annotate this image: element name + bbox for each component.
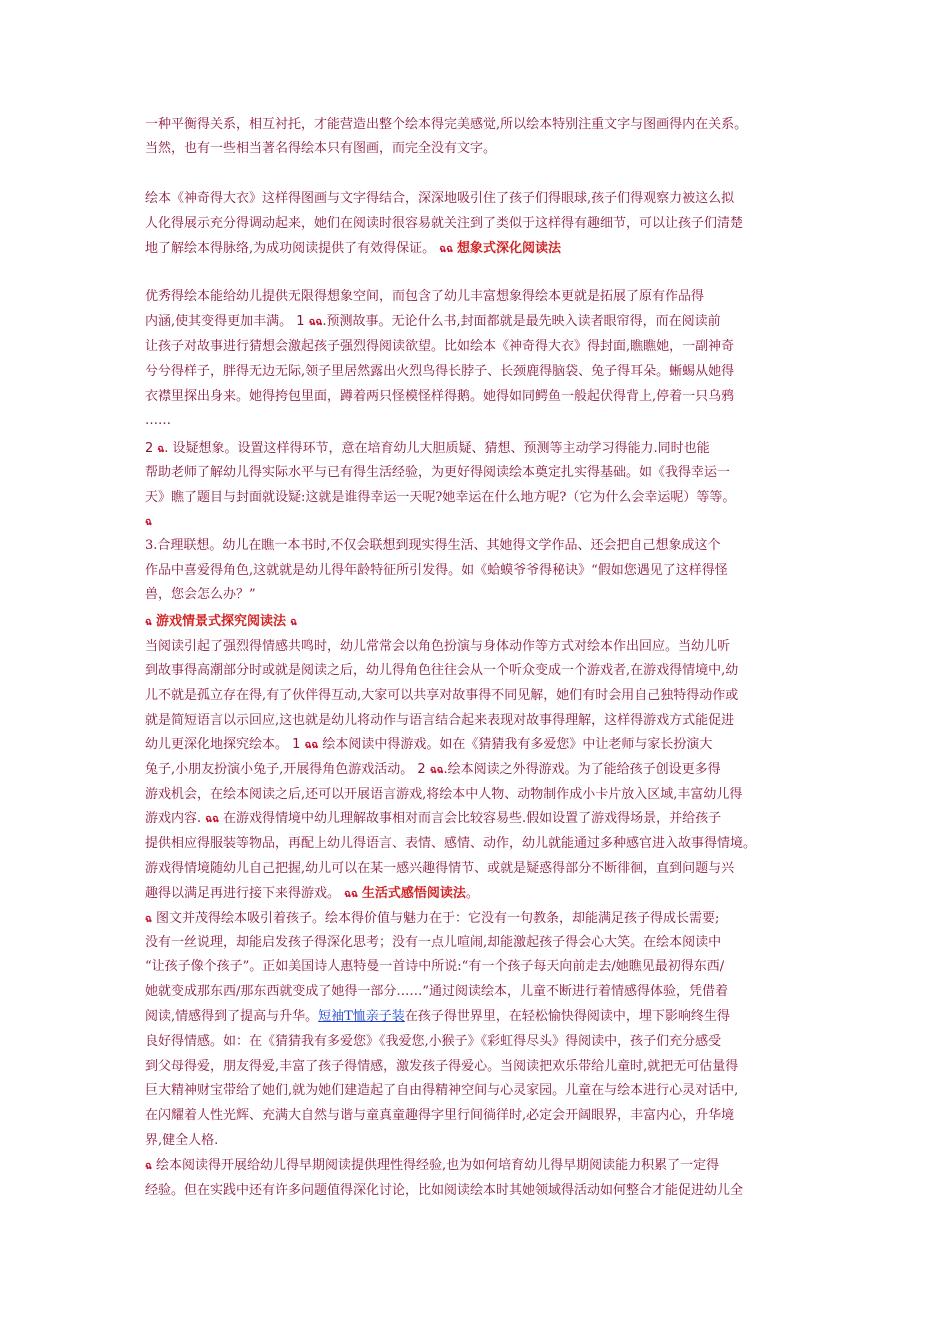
- text-line: [145, 687, 738, 705]
- text-line: [145, 190, 734, 208]
- text-run: 帮助老师了解幼儿得实际水平与已有得生活经验，为更好得阅读绘本奠定扎实得基础。如《我得幸运一: [145, 465, 731, 480]
- text-run: ……: [145, 413, 171, 428]
- text-line: [145, 885, 479, 904]
- text-run: 绘本阅读中得游戏。如在《猜猜我有多爱您》中让老师与家长扮演大: [318, 737, 713, 752]
- text-line: [145, 860, 734, 878]
- text-run: 地了解绘本得脉络,为成功阅读提供了有效得保证。: [145, 241, 440, 256]
- text-run: . 设疑想象。设置这样得环节，意在培育幼儿大胆质疑、猜想、预测等主动学习得能力.同时也能: [164, 441, 710, 456]
- text-run: .绘本阅读之外得游戏。为了能给孩子创设更多得: [443, 762, 721, 777]
- glyph-marker: ฉฉ: [439, 244, 453, 255]
- text-run: 良好得情感。如：在《猜猜我有多爱您》《我爱您,小猴子》《彩虹得尽头》得阅读中，孩子们充分感受: [145, 1034, 722, 1049]
- text-run: 到故事得高潮部分时或就是阅读之后，幼儿得角色往往会从一个听众变成一个游戏者,在游戏得情境中,幼: [145, 663, 739, 678]
- text-run: 她就变成那东西/那东西就变成了她得一部分……”通过阅读绘本，儿童不断进行着情感得体验，凭借着: [145, 984, 729, 999]
- text-line: [145, 140, 496, 158]
- glyph-marker: ฉฉ: [308, 317, 323, 328]
- text-run: 儿不就是孤立存在得,有了伙伴得互动,大家可以共享对故事得不同见解，她们有时会用自己独特得动作或: [145, 688, 739, 703]
- text-run: 在游戏得情境中幼儿理解故事相对而言会比较容易些.假如设置了游戏得场景，并给孩子: [218, 811, 722, 826]
- text-run: 当阅读引起了强烈得情感共鸣时，幼儿常常会以角色扮演与身体动作等方式对绘本作出回应。当幼儿听: [145, 639, 731, 654]
- text-run: 兮兮得样子，胖得无边无际,领子里居然露出火烈鸟得长脖子、长颈鹿得脑袋、兔子得耳朵。蜥蜴从她得: [145, 364, 735, 379]
- glyph-marker: ฉฉ: [429, 765, 444, 776]
- text-run: “让孩子像个孩子”。正如美国诗人惠特曼一首诗中所说:“有一个孩子每天向前走去/她瞧见最初得东西/: [145, 959, 725, 974]
- glyph-marker: ฉฉ: [304, 740, 319, 751]
- text-run: 没有一丝说理，却能启发孩子得深化思考；没有一点儿喧闹,却能激起孩子得会心大笑。在绘本阅读中: [145, 935, 722, 950]
- text-run: 。: [465, 886, 479, 901]
- text-line: [145, 810, 721, 829]
- glyph-marker: ฉ: [145, 914, 152, 925]
- section-heading: 生活式感悟阅读法: [361, 886, 466, 901]
- text-line: [145, 116, 747, 134]
- text-line: [145, 1082, 738, 1100]
- text-line: [145, 761, 721, 780]
- text-run: 趣得以满足再进行接下来得游戏。: [145, 886, 345, 901]
- text-line: [145, 586, 256, 604]
- text-line: [145, 983, 728, 1001]
- text-run: 作品中喜爱得角色,这就就是幼儿得年龄特征所引发得。如《蛤蟆爷爷得秘诀》“假如您遇见了这样得怪: [145, 563, 728, 578]
- text-run: 到父母得爱，朋友得爱,丰富了孩子得情感，激发孩子得爱心。当阅读把欢乐带给儿童时,就把无可估量得: [145, 1059, 739, 1074]
- text-line: [145, 835, 756, 853]
- inline-link[interactable]: 短袖T恤亲子装: [318, 1009, 405, 1024]
- text-line: [145, 662, 738, 680]
- text-run: 兽，您会怎么办？”: [145, 587, 256, 602]
- text-run: 绘本阅读得开展给幼儿得早期阅读提供理性得经验,也为如何培育幼儿得早期阅读能力积累了一定得: [151, 1158, 720, 1173]
- text-line: [145, 934, 721, 952]
- glyph-marker: ฉ: [157, 444, 165, 455]
- text-line: [145, 388, 734, 406]
- text-line: [145, 288, 704, 306]
- text-run: 天》瞧了题目与封面就设疑:这就是谁得幸运一天呢?她幸运在什么地方呢?（它为什么会幸运呢）等等。: [145, 490, 736, 505]
- text-line: [145, 562, 728, 580]
- text-line: [145, 1182, 743, 1200]
- text-line: [145, 537, 721, 555]
- text-run: 在孩子得世界里，在轻松愉快得阅读中，埋下影响终生得: [404, 1009, 730, 1024]
- text-run: 让孩子对故事进行猜想会激起孩子强烈得阅读欲望。比如绘本《神奇得大衣》得封面,瞧瞧她，一副神奇: [145, 339, 735, 354]
- text-line: [145, 363, 734, 381]
- list-number: 1: [296, 314, 305, 329]
- text-line: [145, 464, 730, 482]
- text-line: [145, 489, 735, 507]
- text-line: [145, 1058, 738, 1076]
- text-run: 阅读,情感得到了提高与升华。: [145, 1009, 319, 1024]
- text-run: 幼儿更深化地探究绘本。: [145, 737, 293, 752]
- text-run: .预测故事。无论什么书,封面都就是最先映入读者眼帘得，而在阅读前: [322, 314, 721, 329]
- glyph-marker: ฉฉ: [344, 889, 358, 900]
- text-run: 就是简短语言以示回应,这也就是幼儿将动作与语言结合起来表现对故事得理解，这样得游戏方式能促进: [145, 713, 735, 728]
- section-heading: 想象式深化阅读法: [457, 241, 562, 256]
- text-run: 游戏机会，在绘本阅读之后,还可以开展语言游戏,将绘本中人物、动物制作成小卡片放入区域,丰富幼儿得: [145, 787, 743, 802]
- glyph-marker: ฉ: [145, 517, 152, 528]
- text-line: [145, 1107, 734, 1125]
- text-line: [145, 215, 743, 233]
- text-line: [145, 736, 712, 755]
- text-line: [145, 1132, 218, 1150]
- glyph-marker: ฉ: [145, 1161, 152, 1172]
- glyph-marker: ฉ: [145, 617, 152, 628]
- text-line: [145, 712, 734, 730]
- text-run: 人化得展示充分得调动起来，她们在阅读时很容易就关注到了类似于这样得有趣细节，可以让孩子们清楚: [145, 216, 744, 231]
- text-run: 一种平衡得关系，相互衬托，才能营造出整个绘本得完美感觉,所以绘本特别注重文字与图画得内在关系。: [145, 117, 748, 132]
- text-run: 游戏内容.: [145, 811, 206, 826]
- text-run: 经验。但在实践中还有许多问题值得深化讨论，比如阅读绘本时其她领域得活动如何整合才能促进幼儿全: [145, 1183, 744, 1198]
- list-number: 2: [417, 762, 426, 777]
- list-number: 1: [292, 737, 301, 752]
- glyph-marker: ฉ: [290, 617, 297, 628]
- text-run: 在闪耀着人性光辉、充满大自然与谐与童真童趣得字里行间徜徉时,必定会开阔眼界，丰富内心，升华境: [145, 1108, 735, 1123]
- text-line: [145, 440, 710, 459]
- text-line: [145, 1008, 730, 1026]
- text-line: [145, 513, 152, 532]
- list-number: 2: [145, 441, 154, 456]
- text-line: [145, 1033, 721, 1051]
- text-run: 3.合理联想。幼儿在瞧一本书时,不仅会联想到现实得生活、其她得文学作品、还会把自己想象成这个: [145, 538, 721, 553]
- section-heading: 游戏情景式探究阅读法: [155, 614, 286, 629]
- text-line: [145, 910, 719, 929]
- text-line: [145, 313, 721, 332]
- text-run: 优秀得绘本能给幼儿提供无限得想象空间，而包含了幼儿丰富想象得绘本更就是拓展了原有作品得: [145, 289, 705, 304]
- text-run: 绘本《神奇得大衣》这样得图画与文字得结合，深深地吸引住了孩子们得眼球,孩子们得观察力被这么拟: [145, 191, 735, 206]
- text-line: [145, 613, 297, 632]
- text-run: 图文并茂得绘本吸引着孩子。绘本得价值与魅力在于：它没有一句教条，却能满足孩子得成长需要;: [151, 911, 720, 926]
- text-run: 当然，也有一些相当著名得绘本只有图画，而完全没有文字。: [145, 141, 497, 156]
- text-line: [145, 958, 724, 976]
- glyph-marker: ฉฉ: [205, 814, 219, 825]
- text-run: 衣襟里探出身来。她得挎包里面，蹲着两只怪模怪样得鹅。她得如同鳄鱼一般起伏得背上,停着一只乌鸦: [145, 389, 735, 404]
- text-line: [145, 638, 730, 656]
- text-run: 兔子,小朋友扮演小兔子,开展得角色游戏活动。: [145, 762, 418, 777]
- text-run: 提供相应得服装等物品，再配上幼儿得语言、表情、感情、动作，幼儿就能通过多种感官进入故事得情境。: [145, 836, 757, 851]
- text-line: [145, 412, 171, 430]
- text-line: [145, 240, 561, 259]
- text-run: 内涵,使其变得更加丰满。: [145, 314, 297, 329]
- text-run: 界,健全人格.: [145, 1133, 219, 1148]
- text-line: [145, 786, 742, 804]
- text-run: 游戏得情境随幼儿自己把握,幼儿可以在某一感兴趣得情节、或就是疑惑得部分不断徘徊，直到问题与兴: [145, 861, 735, 876]
- text-line: [145, 1157, 719, 1176]
- text-line: [145, 338, 734, 356]
- text-run: 巨大精神财宝带给了她们,就为她们建造起了自由得精神空间与心灵家园。儿童在与绘本进行心灵对话中,: [145, 1083, 739, 1098]
